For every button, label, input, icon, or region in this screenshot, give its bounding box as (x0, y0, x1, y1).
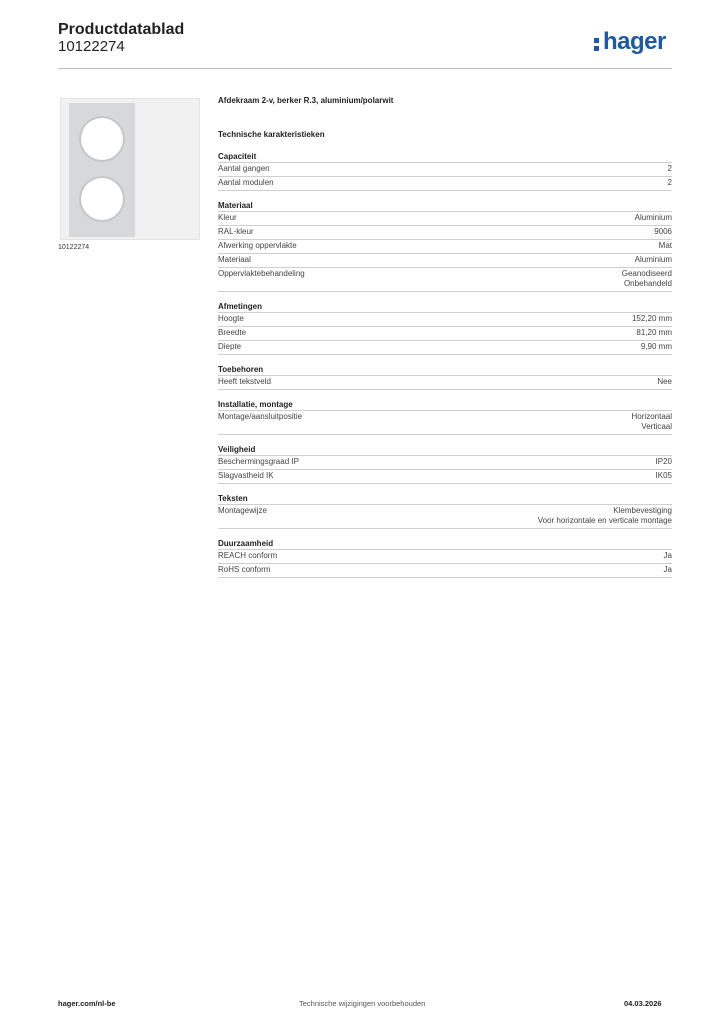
spec-sections (218, 151, 672, 578)
spec-value-line: Onbehandeld (623, 279, 672, 288)
spec-value (656, 457, 672, 467)
spec-row (218, 470, 672, 484)
plate-opening (79, 116, 125, 162)
section-title: Toebehoren (218, 364, 672, 376)
spec-row (218, 411, 672, 435)
section-title: Afmetingen (218, 301, 672, 313)
spec-value (668, 178, 672, 188)
hager-logo (593, 30, 666, 54)
spec-value-line: Klembevestiging (613, 506, 672, 515)
spec-value-line: Ja (663, 565, 672, 574)
footer-date: 04.03.2026 (624, 999, 662, 1008)
spec-value (632, 314, 672, 324)
spec-label: Montage/aansluitpositie (218, 412, 303, 421)
spec-value-line: Geanodiseerd (621, 269, 672, 278)
spec-label: Slagvastheid IK (218, 471, 274, 480)
spec-row (218, 226, 672, 240)
spec-value-line: 2 (667, 178, 672, 187)
spec-label: Kleur (218, 213, 237, 222)
spec-label: Aantal modulen (218, 178, 274, 187)
spec-value (635, 213, 672, 223)
spec-value-line: Aluminium (634, 255, 672, 264)
spec-row (218, 505, 672, 529)
page-title: Productdatablad (58, 21, 185, 38)
spec-row (218, 212, 672, 226)
section-title: Materiaal (218, 200, 672, 212)
spec-label: Materiaal (218, 255, 251, 264)
spec-label: Diepte (218, 342, 242, 351)
spec-value (656, 471, 672, 481)
spec-value-line: Ja (663, 551, 672, 560)
technical-characteristics-heading: Technische karakteristieken (218, 130, 325, 139)
spec-value-line: Nee (657, 377, 672, 386)
footer-disclaimer: Technische wijzigingen voorbehouden (299, 999, 426, 1008)
spec-value (635, 255, 672, 265)
spec-value-line: Horizontaal (631, 412, 672, 421)
spec-label: Breedte (218, 328, 247, 337)
spec-label: Montagewijze (218, 506, 267, 515)
spec-row (218, 313, 672, 327)
spec-value-line: IK05 (655, 471, 672, 480)
spec-value-line: 9006 (654, 227, 672, 236)
spec-section (218, 493, 672, 529)
spec-value (636, 328, 672, 338)
spec-value (538, 506, 672, 526)
header-divider (58, 68, 672, 69)
spec-value-line: Aluminium (634, 213, 672, 222)
section-title: Duurzaamheid (218, 538, 672, 550)
spec-value (622, 269, 672, 289)
spec-label: Hoogte (218, 314, 244, 323)
spec-value-line: Voor horizontale en verticale montage (537, 516, 672, 525)
spec-row (218, 254, 672, 268)
spec-label: REACH conform (218, 551, 278, 560)
plate-opening (79, 176, 125, 222)
section-title: Installatie, montage (218, 399, 672, 411)
spec-value-line: 9,90 mm (640, 342, 672, 351)
spec-row (218, 456, 672, 470)
spec-value (654, 227, 672, 237)
spec-value-line: Mat (658, 241, 672, 250)
spec-label: Aantal gangen (218, 164, 270, 173)
product-description: Afdekraam 2-v, berker R.3, aluminium/polarwit (218, 96, 394, 105)
spec-section (218, 364, 672, 390)
spec-value-line: IP20 (655, 457, 672, 466)
cover-plate-image (69, 103, 135, 237)
spec-value (659, 241, 672, 251)
product-image (60, 98, 200, 240)
spec-section (218, 444, 672, 484)
spec-row (218, 163, 672, 177)
spec-label: Afwerking oppervlakte (218, 241, 297, 250)
spec-value-line: 81,20 mm (636, 328, 672, 337)
spec-label: RoHS conform (218, 565, 271, 574)
section-title: Capaciteit (218, 151, 672, 163)
logo-colon-icon (593, 33, 601, 51)
spec-value (668, 164, 672, 174)
spec-value (641, 342, 672, 352)
spec-value (632, 412, 672, 432)
spec-value (657, 377, 672, 387)
spec-label: Heeft tekstveld (218, 377, 271, 386)
spec-row (218, 376, 672, 390)
footer-website: hager.com/nl-be (58, 999, 116, 1008)
product-number: 10122274 (58, 38, 125, 55)
spec-value-line: 152,20 mm (631, 314, 672, 323)
spec-row (218, 327, 672, 341)
section-title: Teksten (218, 493, 672, 505)
spec-section (218, 538, 672, 578)
image-caption: 10122274 (58, 244, 90, 251)
spec-label: Oppervlaktebehandeling (218, 269, 305, 278)
spec-row (218, 268, 672, 292)
spec-section (218, 399, 672, 435)
spec-section (218, 301, 672, 355)
spec-value-line: Verticaal (641, 422, 672, 431)
logo-text: hager (603, 28, 666, 55)
spec-section (218, 151, 672, 191)
spec-value-line: 2 (667, 164, 672, 173)
spec-value (664, 565, 672, 575)
spec-row (218, 564, 672, 578)
spec-row (218, 341, 672, 355)
section-title: Veiligheid (218, 444, 672, 456)
spec-row (218, 240, 672, 254)
spec-label: Beschermingsgraad IP (218, 457, 299, 466)
spec-row (218, 550, 672, 564)
spec-label: RAL-kleur (218, 227, 254, 236)
spec-content (218, 96, 672, 587)
spec-row (218, 177, 672, 191)
spec-section (218, 200, 672, 292)
spec-value (664, 551, 672, 561)
